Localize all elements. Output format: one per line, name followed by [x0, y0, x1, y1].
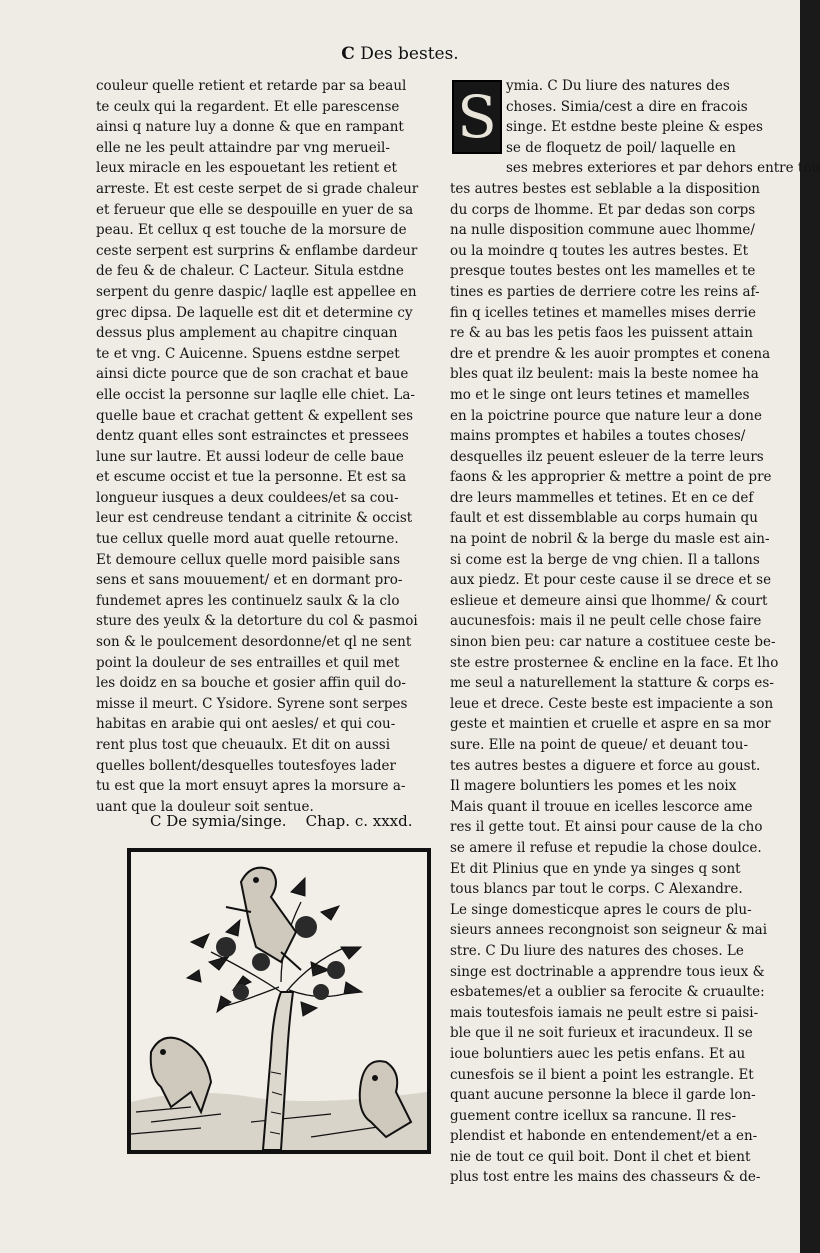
- text-line: sinon bien peu: car nature a costituee ceste be-: [450, 634, 776, 651]
- text-line: stre. C Du liure des natures des choses. Le: [450, 942, 744, 959]
- text-line: rent plus tost que cheuaulx. Et dit on aussi: [96, 737, 391, 753]
- text-line: tes autres bestes a diguere et force au goust.: [450, 757, 761, 774]
- text-line: Et dit Plinius que en ynde ya singes q sont: [450, 860, 741, 877]
- text-line: re & au bas les petis faos les puissent attain: [450, 325, 753, 342]
- text-line: dre leurs mammelles et tetines. Et en ce def: [450, 489, 754, 506]
- text-line: aucunesfois: mais il ne peult celle chose faire: [450, 613, 762, 630]
- text-line: na nulle disposition commune auec lhomme/: [450, 222, 755, 239]
- text-line: Et demoure cellux quelle mord paisible sans: [96, 551, 400, 568]
- text-line: du corps de lhomme. Et par dedas son corps: [450, 201, 756, 218]
- text-line: serpent du genre daspic/ laqlle est appellee en: [96, 283, 417, 300]
- chapter-title: C De symia/singe.: [150, 812, 287, 830]
- text-line: res il gette tout. Et ainsi pour cause de la cho: [450, 819, 763, 836]
- text-line: dre et prendre & les auoir promptes et conena: [450, 345, 771, 362]
- text-line: grec dipsa. De laquelle est dit et determine cy: [96, 304, 413, 321]
- text-line: uant que la douleur soit sentue.: [96, 798, 314, 815]
- text-line: ymia. C Du liure des natures des: [506, 78, 730, 94]
- text-line: arreste. Et est ceste serpet de si grade chaleur: [96, 180, 419, 197]
- text-line: leur est cendreuse tendant a citrinite & occist: [96, 510, 413, 527]
- text-line: choses. Simia/cest a dire en fracois: [506, 98, 748, 115]
- chapter-heading: [150, 812, 450, 830]
- text-line: peau. Et cellux q est touche de la morsure de: [96, 222, 407, 239]
- text-line: eslieue et demeure ainsi que lhomme/ & court: [450, 592, 768, 609]
- text-line: ceste serpent est surprins & enflambe dardeur: [96, 242, 418, 259]
- header-title: Des bestes.: [360, 44, 459, 64]
- text-line: tous blancs par tout le corps. C Alexandre.: [450, 881, 743, 898]
- text-line: nie de tout ce quil boit. Dont il chet et bient: [450, 1148, 751, 1165]
- text-line: fault et est dissemblable au corps humain qu: [450, 510, 758, 527]
- text-line: bles quat ilz beulent: mais la beste nomee ha: [450, 366, 759, 383]
- text-line: sieurs annees recongnoist son seigneur & mai: [450, 922, 768, 939]
- text-line: ioue boluntiers auec les petis enfans. Et au: [450, 1045, 746, 1062]
- text-line: me seul a naturellement la statture & corps es-: [450, 675, 774, 692]
- text-line: son & le poulcement desordonne/et ql ne sent: [96, 634, 412, 651]
- text-line: habitas en arabie qui ont aesles/ et qui cou-: [96, 716, 396, 733]
- text-line: mais toutesfois iamais ne peult estre si paisi-: [450, 1004, 759, 1021]
- text-line: longueur iusques a deux couldees/et sa cou-: [96, 489, 399, 506]
- right-text-column: [450, 76, 820, 1188]
- text-line: les doidz en sa bouche et gosier affin quil do-: [96, 675, 406, 692]
- text-line: en la poictrine pource que nature leur a done: [450, 407, 762, 424]
- text-line: quelle baue et crachat gettent & expellent ses: [96, 407, 413, 424]
- text-line: leux miracle en les espouetant les retient et: [96, 160, 397, 177]
- text-line: lune sur lautre. Et aussi lodeur de celle baue: [96, 448, 404, 465]
- text-line: sens et sans mouuement/ et en dormant pro-: [96, 572, 403, 589]
- text-line: et ferueur que elle se despouille en yuer de sa: [96, 201, 414, 218]
- running-header: [0, 44, 800, 64]
- text-line: desquelles ilz peuent esleuer de la terre leurs: [450, 448, 764, 465]
- text-line: Mais quant il trouue en icelles lescorce ame: [450, 798, 753, 815]
- text-line: de feu & de chaleur. C Lacteur. Situla estdne: [96, 263, 404, 280]
- text-line: se amere il refuse et repudie la chose doulce.: [450, 839, 762, 856]
- text-line: mo et le singe ont leurs tetines et mamelles: [450, 386, 750, 403]
- text-line: te ceulx qui la regardent. Et elle parescense: [96, 98, 400, 115]
- text-line: Le singe domesticque apres le cours de plu-: [450, 901, 752, 918]
- pilcrow-mark: C: [341, 44, 355, 64]
- text-line: point la douleur de ses entrailles et quil met: [96, 654, 400, 671]
- text-line: esbatemes/et a oublier sa ferocite & cruaulte:: [450, 984, 765, 1001]
- text-line: singe est doctrinable a apprendre tous ieux &: [450, 963, 765, 980]
- text-line: fin q icelles tetines et mamelles mises derrie: [450, 304, 756, 321]
- text-line: sure. Elle na point de queue/ et deuant tou-: [450, 737, 749, 753]
- text-line: tes autres bestes est seblable a la disposition: [450, 180, 760, 197]
- monkeys-in-tree-image: [131, 852, 427, 1150]
- text-line: presque toutes bestes ont les mamelles et te: [450, 263, 756, 280]
- text-line: couleur quelle retient et retarde par sa beaul: [96, 78, 407, 94]
- text-line: ainsi q nature luy a donne & que en rampant: [96, 119, 404, 136]
- text-line: geste et maintien et cruelle et aspre en sa mor: [450, 716, 771, 733]
- woodcut-illustration: [127, 848, 431, 1154]
- text-line: mains promptes et habiles a toutes choses/: [450, 428, 746, 445]
- text-line: na point de nobril & la berge du masle est ain-: [450, 531, 770, 548]
- text-line: ses mebres exteriores et par dehors entre tou: [506, 160, 820, 177]
- text-line: te et vng. C Auicenne. Spuens estdne serpet: [96, 345, 400, 362]
- text-line: et escume occist et tue la personne. Et est sa: [96, 469, 407, 486]
- text-line: singe. Et estdne beste pleine & espes: [506, 119, 763, 136]
- chapter-number: Chap. c. xxxd.: [305, 812, 413, 830]
- text-line: cunesfois se il bient a point les estrangle. Et: [450, 1066, 754, 1083]
- text-line: si come est la berge de vng chien. Il a tallons: [450, 551, 760, 568]
- text-line: dentz quant elles sont estrainctes et pressees: [96, 428, 409, 445]
- text-line: tue cellux quelle mord auat quelle retourne.: [96, 531, 399, 548]
- text-line: sture des yeulx & la detorture du col & pasmoi: [96, 613, 418, 630]
- text-line: quelles bollent/desquelles toutesfoyes lader: [96, 757, 396, 774]
- text-line: leue et drece. Ceste beste est impaciente a son: [450, 695, 774, 712]
- decorated-initial: S: [452, 80, 502, 154]
- text-line: dessus plus amplement au chapitre cinquan: [96, 325, 398, 342]
- text-line: ste estre prosternee & encline en la face. Et lho: [450, 654, 779, 671]
- text-line: guement contre icellux sa rancune. Il res-: [450, 1107, 737, 1124]
- text-line: tu est que la mort ensuyt apres la morsure a-: [96, 778, 406, 795]
- text-line: faons & les approprier & mettre a point de pre: [450, 469, 772, 486]
- right-intro-block: [450, 76, 820, 179]
- text-line: fundemet apres les continuelz saulx & la clo: [96, 592, 400, 609]
- text-line: elle ne les peult attaindre par vng merueil-: [96, 139, 390, 156]
- text-line: plendist et habonde en entendement/et a en-: [450, 1128, 758, 1145]
- text-line: elle occist la personne sur laqlle elle chiet. La-: [96, 386, 415, 403]
- text-line: tines es parties de derriere cotre les reins af-: [450, 283, 760, 300]
- text-line: plus tost entre les mains des chasseurs & de-: [450, 1169, 761, 1186]
- text-line: ainsi dicte pource que de son crachat et baue: [96, 366, 409, 383]
- text-line: ou la moindre q toutes les autres bestes. Et: [450, 242, 749, 259]
- left-text-column: [96, 76, 434, 817]
- text-line: Il magere boluntiers les pomes et les noix: [450, 778, 737, 795]
- text-line: quant aucune personne la blece il garde lon-: [450, 1087, 756, 1104]
- text-line: se de floquetz de poil/ laquelle en: [506, 139, 736, 156]
- right-main-block: [450, 179, 779, 1188]
- text-line: ble que il ne soit furieux et iracundeux. Il se: [450, 1025, 753, 1042]
- text-line: misse il meurt. C Ysidore. Syrene sont serpes: [96, 695, 408, 712]
- text-line: aux piedz. Et pour ceste cause il se drece et se: [450, 572, 772, 589]
